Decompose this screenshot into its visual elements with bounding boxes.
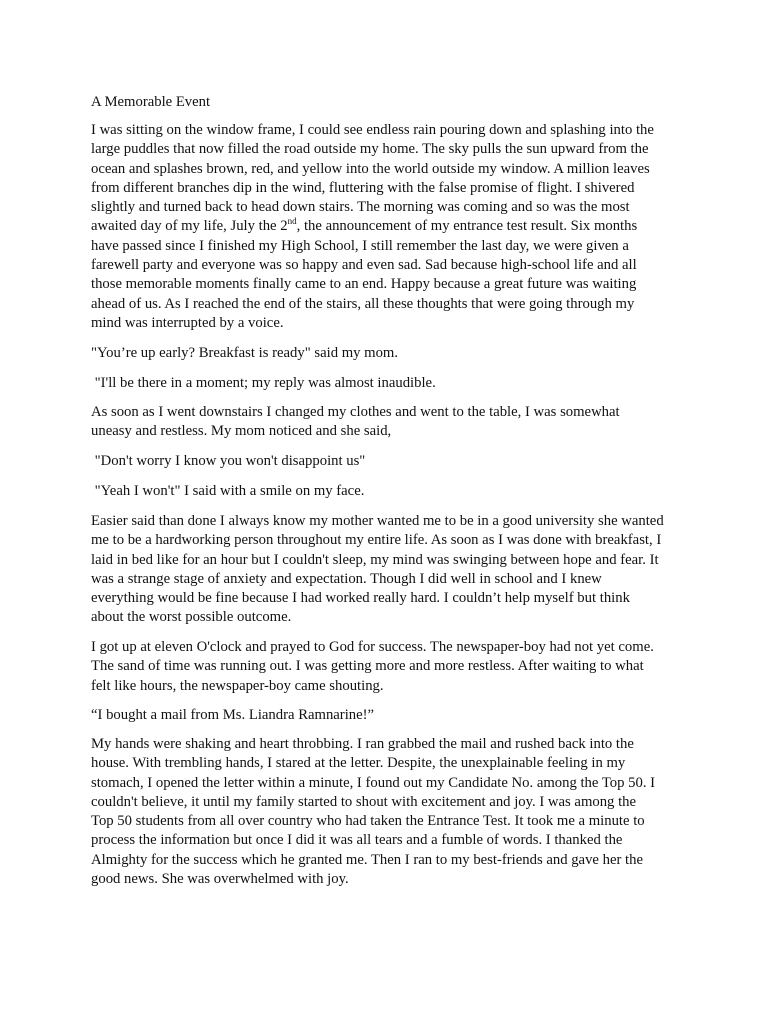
text-segment: awaited day of my life, July the 2 bbox=[91, 218, 288, 235]
paragraph-8 bbox=[91, 638, 696, 696]
text-line: I got up at eleven O'clock and prayed to God for success. The newspaper-boy had not yet come. bbox=[91, 639, 654, 655]
text-line: everything would be fine because I had worked really hard. I couldn’t help myself but think bbox=[91, 590, 630, 607]
paragraph-4 bbox=[91, 403, 696, 442]
text-line: good news. She was overwhelmed with joy. bbox=[91, 871, 349, 888]
text-line: was a strange stage of anxiety and expectation. Though I did well in school and I knew bbox=[91, 570, 602, 587]
document-title: A Memorable Event bbox=[91, 94, 211, 110]
text-line: uneasy and restless. My mom noticed and she said, bbox=[91, 423, 392, 440]
paragraph-9 bbox=[91, 706, 696, 725]
text-line: have passed since I finished my High School, I still remember the last day, we were given a bbox=[91, 237, 629, 254]
text-line: Easier said than done I always know my mother wanted me to be in a good university she wanted bbox=[91, 513, 664, 529]
text-line: "I'll be there in a moment; my reply was almost inaudible. bbox=[91, 375, 436, 391]
text-line: process the information but once I did it was all tears and a fumble of words. I thanked the bbox=[91, 832, 623, 849]
text-line: "Don't worry I know you won't disappoint us" bbox=[91, 453, 366, 469]
text-line: Almighty for the success which he granted me. Then I ran to my best-friends and gave her the bbox=[91, 851, 643, 868]
text-line: me to be a hardworking person throughout my entire life. As soon as I was done with breakfast, I bbox=[91, 532, 662, 549]
text-line: large puddles that now filled the road outside my home. The sky pulls the sun upward from the bbox=[91, 141, 649, 158]
text-line: about the worst possible outcome. bbox=[91, 609, 292, 626]
text-line: mind was interrupted by a voice. bbox=[91, 314, 284, 331]
superscript: nd bbox=[287, 216, 297, 227]
text-line: those memorable moments finally came to an end. Happy because a great future was waiting bbox=[91, 276, 637, 293]
text-line: felt like hours, the newspaper-boy came shouting. bbox=[91, 677, 384, 694]
text-line: farewell party and everyone was so happy and even sad. Sad because high-school life and all bbox=[91, 257, 637, 274]
text-line: stomach, I opened the letter within a minute, I found out my Candidate No. among the Top 50. I bbox=[91, 774, 656, 791]
text-segment: , the announcement of my entrance test result. Six months bbox=[296, 218, 638, 235]
text-line: Top 50 students from all over country who had taken the Entrance Test. It took me a minute to bbox=[91, 813, 645, 830]
text-line: laid in bed like for an hour but I couldn't sleep, my mind was swinging between hope and fear. It bbox=[91, 551, 659, 568]
text-line: slightly and turned back to head down stairs. The morning was coming and so was the most bbox=[91, 199, 630, 216]
text-line: from different branches dip in the wind, fluttering with the false promise of flight. I shivered bbox=[91, 179, 635, 196]
text-line: couldn't believe, it until my family started to shout with excitement and joy. I was among the bbox=[91, 793, 637, 810]
text-line: My hands were shaking and heart throbbing. I ran grabbed the mail and rushed back into the bbox=[91, 736, 634, 752]
text-line: "Yeah I won't" I said with a smile on my face. bbox=[91, 483, 365, 499]
text-line: house. With trembling hands, I stared at the letter. Despite, the unexplainable feeling in my bbox=[91, 755, 626, 772]
text-line: “I bought a mail from Ms. Liandra Ramnarine!” bbox=[91, 707, 375, 723]
paragraph-6 bbox=[91, 482, 696, 501]
paragraph-7 bbox=[91, 512, 696, 628]
paragraph-10 bbox=[91, 735, 696, 889]
text-line: ocean and splashes brown, red, and yellow into the world outside my window. A million leaves bbox=[91, 160, 650, 177]
text-line: I was sitting on the window frame, I could see endless rain pouring down and splashing into the bbox=[91, 122, 654, 138]
text-line: ahead of us. As I reached the end of the stairs, all these thoughts that were going through my bbox=[91, 295, 635, 312]
text-line: As soon as I went downstairs I changed my clothes and went to the table, I was somewhat bbox=[91, 404, 620, 420]
paragraph-2 bbox=[91, 344, 696, 363]
paragraph-3 bbox=[91, 374, 696, 393]
paragraph-5 bbox=[91, 452, 696, 471]
text-line bbox=[91, 217, 696, 236]
paragraph-1 bbox=[91, 121, 696, 333]
text-line: "You’re up early? Breakfast is ready" said my mom. bbox=[91, 345, 399, 361]
text-line: The sand of time was running out. I was getting more and more restless. After waiting to what bbox=[91, 658, 644, 675]
